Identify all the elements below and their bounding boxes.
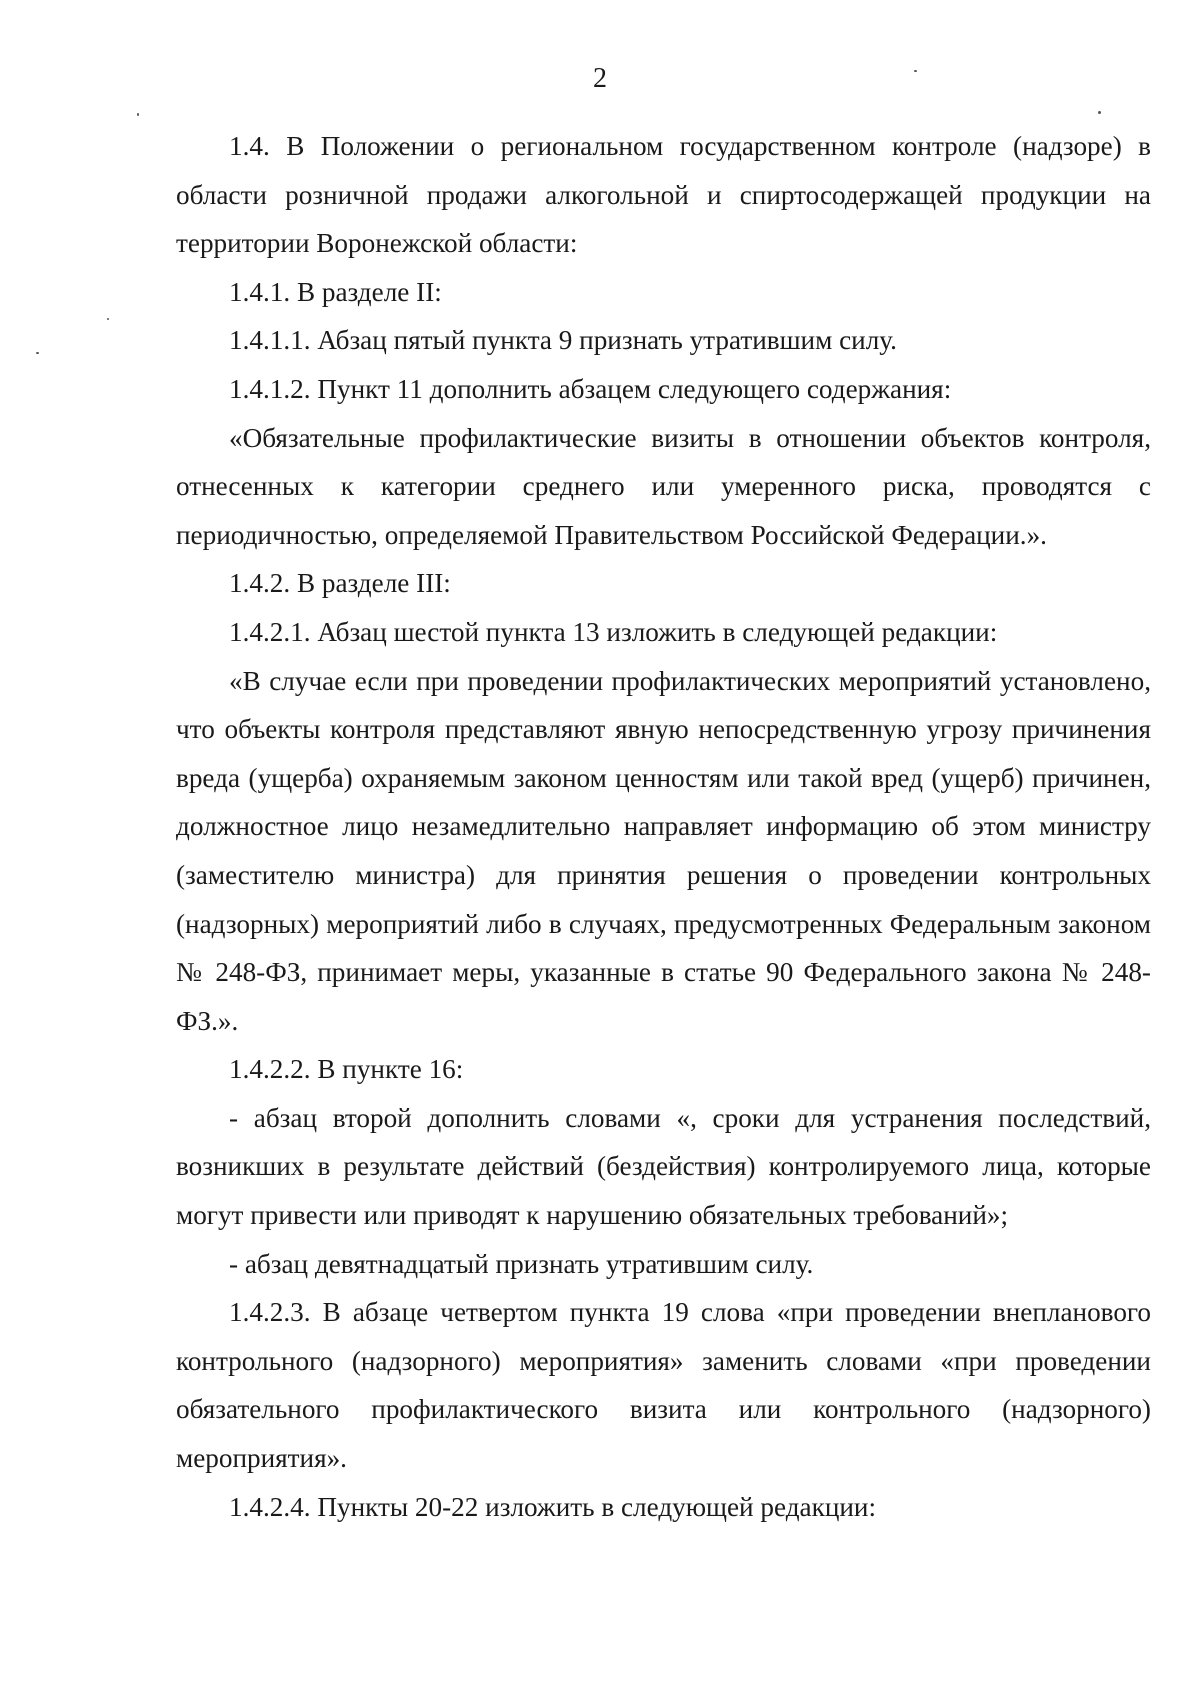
paragraph-1-4-1: 1.4.1. В разделе II: bbox=[229, 276, 442, 307]
list-item-nineteenth-abzac: - абзац девятнадцатый признать утратившим силу. bbox=[229, 1248, 814, 1279]
paragraph-1-4-1-2: 1.4.1.2. Пункт 11 дополнить абзацем следующего содержания: bbox=[229, 373, 952, 404]
paragraph-1-4-2-2: 1.4.2.2. В пункте 16: bbox=[229, 1054, 464, 1085]
page-number: 2 bbox=[593, 63, 607, 94]
paragraph-1-4: 1.4. В Положении о региональном государственном контроле (надзоре) в области розничной продажи алкогольной и спиртосодержащей продукции на территории Воронежской области: bbox=[176, 131, 1151, 259]
paragraph-1-4-2-1: 1.4.2.1. Абзац шестой пункта 13 изложить в следующей редакции: bbox=[229, 616, 998, 647]
scan-speck bbox=[1098, 111, 1101, 114]
paragraph-1-4-1-1: 1.4.1.1. Абзац пятый пункта 9 признать утратившим силу. bbox=[229, 325, 897, 356]
list-item-second-abzac: - абзац второй дополнить словами «, сроки для устранения последствий, возникших в результате действий (бездействия) контролируемого лица, которые могут привести или приводят к нарушению обязательных требований»; bbox=[176, 1102, 1151, 1231]
quoted-paragraph-threat: «В случае если при проведении профилактических мероприятий установлено, что объекты контроля представляют явную непосредственную угрозу причинения вреда (ущерба) охраняемым законом ценностям или такой вред (ущерб) причинен, должностное лицо незамедлительно направляет информацию об этом министру (заместителю министра) для принятия решения о проведении контрольных (надзорных) мероприятий либо в случаях, предусмотренных Федеральным законом № 248-ФЗ, принимает меры, указанные в статье 90 Федерального закона № 248-ФЗ.». bbox=[176, 665, 1151, 1036]
paragraph-1-4-2-3: 1.4.2.3. В абзаце четвертом пункта 19 слова «при проведении внепланового контрольного (надзорного) мероприятия» заменить словами «при проведении обязательного профилактического визита или контрольного (надзорного) мероприятия». bbox=[176, 1297, 1151, 1474]
quoted-paragraph-visits: «Обязательные профилактические визиты в отношении объектов контроля, отнесенных к категории среднего или умеренного риска, проводятся с периодичностью, определяемой Правительством Российской Федерации.». bbox=[176, 422, 1151, 550]
document-body bbox=[176, 122, 1151, 1531]
scan-speck bbox=[137, 113, 139, 116]
paragraph-1-4-2-4: 1.4.2.4. Пункты 20-22 изложить в следующей редакции: bbox=[229, 1491, 877, 1522]
scan-speck bbox=[36, 352, 39, 354]
paragraph-1-4-2: 1.4.2. В разделе III: bbox=[229, 568, 451, 599]
scan-speck bbox=[107, 318, 109, 320]
scan-speck bbox=[914, 70, 917, 72]
